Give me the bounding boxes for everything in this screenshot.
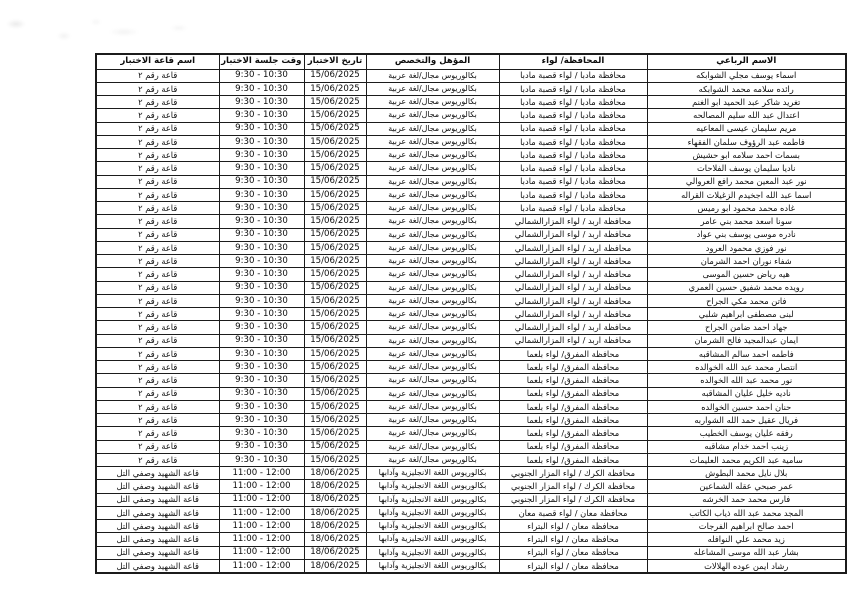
cell-full-name: ايمان عبدالمجيد فالح الشرمان (647, 334, 846, 347)
cell-governorate-district: محافظة اربد / لواء المزارالشمالي (499, 321, 647, 334)
cell-governorate-district: محافظة مادبا / لواء قصبة مادبا (499, 202, 647, 215)
cell-exam-hall-name: قاعة رقم ٢ (96, 175, 219, 188)
cell-full-name: ناديه خليل عليان المشاقبه (647, 387, 846, 400)
table-row (96, 493, 846, 506)
cell-exam-session-time: 11:00 - 12:00 (219, 520, 304, 533)
cell-exam-hall-name: قاعة رقم ٢ (96, 82, 219, 95)
cell-full-name: نادره موسى يوسف بني عواد (647, 228, 846, 241)
cell-exam-session-time: 11:00 - 12:00 (219, 546, 304, 559)
cell-exam-session-time: 11:00 - 12:00 (219, 467, 304, 480)
cell-governorate-district: محافظة المفرق/ لواء بلعما (499, 387, 647, 400)
cell-exam-hall-name: قاعة الشهيد وصفي التل (96, 520, 219, 533)
cell-exam-date: 15/06/2025 (304, 361, 366, 374)
cell-exam-hall-name: قاعة رقم ٢ (96, 440, 219, 453)
cell-qualification-specialty: بكالوريوس مجال/لغة عربية (366, 294, 499, 307)
cell-exam-session-time: 9:30 - 10:30 (219, 122, 304, 135)
cell-exam-session-time: 9:30 - 10:30 (219, 175, 304, 188)
table-row (96, 135, 846, 148)
cell-qualification-specialty: بكالوريوس مجال/لغة عربية (366, 122, 499, 135)
cell-governorate-district: محافظة المفرق/ لواء بلعما (499, 427, 647, 440)
cell-governorate-district: محافظة الكرك / لواء المزار الجنوبي (499, 467, 647, 480)
cell-exam-session-time: 9:30 - 10:30 (219, 135, 304, 148)
cell-full-name: انتصار محمد عبد الله الخوالده (647, 361, 846, 374)
cell-governorate-district: محافظة المفرق/ لواء بلعما (499, 347, 647, 360)
cell-exam-date: 15/06/2025 (304, 162, 366, 175)
cell-governorate-district: محافظة اربد / لواء المزارالشمالي (499, 334, 647, 347)
table-row (96, 69, 846, 82)
cell-full-name: اسما عبد الله اجخيدم الزغيلات القراله (647, 188, 846, 201)
cell-exam-hall-name: قاعة رقم ٢ (96, 135, 219, 148)
table-row (96, 175, 846, 188)
cell-qualification-specialty: بكالوريوس اللغة الانجليزية وآدابها (366, 559, 499, 573)
cell-exam-hall-name: قاعة رقم ٢ (96, 149, 219, 162)
cell-qualification-specialty: بكالوريوس اللغة الانجليزية وآدابها (366, 467, 499, 480)
cell-exam-date: 15/06/2025 (304, 135, 366, 148)
cell-exam-date: 15/06/2025 (304, 387, 366, 400)
cell-exam-date: 15/06/2025 (304, 241, 366, 254)
cell-governorate-district: محافظة مادبا / لواء قصبة مادبا (499, 96, 647, 109)
cell-full-name: بشار عبد الله موسى المشاعله (647, 546, 846, 559)
cell-exam-session-time: 9:30 - 10:30 (219, 294, 304, 307)
cell-exam-session-time: 9:30 - 10:30 (219, 96, 304, 109)
cell-exam-date: 15/06/2025 (304, 96, 366, 109)
cell-exam-session-time: 9:30 - 10:30 (219, 162, 304, 175)
table-row (96, 215, 846, 228)
table-row (96, 149, 846, 162)
cell-full-name: نور عبد المعين محمد رافع العروالي (647, 175, 846, 188)
cell-exam-date: 15/06/2025 (304, 321, 366, 334)
cell-full-name: لبنى مصطفى ابراهيم شلبي (647, 308, 846, 321)
cell-full-name: فاطمه احمد سالم المشاقبه (647, 347, 846, 360)
header-full-name: الاسم الرباعي (647, 54, 846, 69)
table-row (96, 546, 846, 559)
header-governorate-district: المحافظة/ لواء (499, 54, 647, 69)
cell-exam-date: 18/06/2025 (304, 480, 366, 493)
cell-qualification-specialty: بكالوريوس مجال/لغة عربية (366, 241, 499, 254)
cell-full-name: رشاد ايمن عوده الهلالات (647, 559, 846, 573)
cell-exam-hall-name: قاعة الشهيد وصفي التل (96, 559, 219, 573)
table-row (96, 440, 846, 453)
cell-exam-session-time: 9:30 - 10:30 (219, 69, 304, 82)
cell-governorate-district: محافظة معان / لواء البتراء (499, 533, 647, 546)
header-exam-session-time: وقت جلسة الاختبار (219, 54, 304, 69)
table-row (96, 533, 846, 546)
cell-exam-hall-name: قاعة رقم ٢ (96, 162, 219, 175)
cell-qualification-specialty: بكالوريوس مجال/لغة عربية (366, 109, 499, 122)
cell-full-name: فاطمه عبد الرؤوف سلمان الفقهاء (647, 135, 846, 148)
cell-exam-session-time: 9:30 - 10:30 (219, 414, 304, 427)
cell-governorate-district: محافظة المفرق/ لواء بلعما (499, 374, 647, 387)
cell-full-name: هيه رياض حسين الموسى (647, 268, 846, 281)
cell-full-name: بلال نايل محمد البطوش (647, 467, 846, 480)
cell-full-name: غاده محمد محمود ابو رميس (647, 202, 846, 215)
cell-governorate-district: محافظة المفرق/ لواء بلعما (499, 453, 647, 466)
table-row (96, 361, 846, 374)
table-row (96, 96, 846, 109)
cell-exam-date: 15/06/2025 (304, 294, 366, 307)
cell-qualification-specialty: بكالوريوس مجال/لغة عربية (366, 400, 499, 413)
cell-exam-session-time: 9:30 - 10:30 (219, 82, 304, 95)
cell-exam-session-time: 9:30 - 10:30 (219, 202, 304, 215)
cell-qualification-specialty: بكالوريوس اللغة الانجليزية وآدابها (366, 546, 499, 559)
table-row (96, 294, 846, 307)
cell-exam-hall-name: قاعة رقم ٢ (96, 347, 219, 360)
cell-exam-session-time: 11:00 - 12:00 (219, 493, 304, 506)
cell-exam-session-time: 9:30 - 10:30 (219, 453, 304, 466)
cell-exam-date: 18/06/2025 (304, 520, 366, 533)
cell-exam-hall-name: قاعة الشهيد وصفي التل (96, 493, 219, 506)
cell-full-name: فارس محمد حمد الخرشه (647, 493, 846, 506)
cell-exam-session-time: 9:30 - 10:30 (219, 347, 304, 360)
header-qualification-specialty: المؤهل والتخصص (366, 54, 499, 69)
cell-full-name: شفاء نوران احمد الشرمان (647, 255, 846, 268)
cell-full-name: نور فوزي محمود العرود (647, 241, 846, 254)
cell-qualification-specialty: بكالوريوس مجال/لغة عربية (366, 427, 499, 440)
cell-exam-session-time: 9:30 - 10:30 (219, 215, 304, 228)
cell-exam-hall-name: قاعة رقم ٢ (96, 215, 219, 228)
cell-exam-hall-name: قاعة رقم ٢ (96, 453, 219, 466)
cell-exam-date: 15/06/2025 (304, 188, 366, 201)
cell-qualification-specialty: بكالوريوس اللغة الانجليزية وآدابها (366, 493, 499, 506)
table-row (96, 255, 846, 268)
cell-exam-date: 15/06/2025 (304, 122, 366, 135)
cell-full-name: نور محمد عبد الله الخوالده (647, 374, 846, 387)
table-body (96, 69, 846, 573)
exam-schedule-table (95, 53, 847, 574)
header-row (96, 54, 846, 69)
table-row (96, 520, 846, 533)
table-row (96, 559, 846, 573)
cell-qualification-specialty: بكالوريوس مجال/لغة عربية (366, 453, 499, 466)
cell-governorate-district: محافظة مادبا / لواء قصبة مادبا (499, 122, 647, 135)
cell-governorate-district: محافظة مادبا / لواء قصبة مادبا (499, 175, 647, 188)
cell-governorate-district: محافظة معان / لواء البتراء (499, 559, 647, 573)
cell-full-name: حنان احمد حسين الخوالده (647, 400, 846, 413)
cell-full-name: مريم سليمان عيسى المعاعيه (647, 122, 846, 135)
cell-exam-session-time: 9:30 - 10:30 (219, 268, 304, 281)
cell-exam-date: 15/06/2025 (304, 427, 366, 440)
cell-exam-date: 15/06/2025 (304, 400, 366, 413)
cell-governorate-district: محافظة الكرك / لواء المزار الجنوبي (499, 480, 647, 493)
cell-governorate-district: محافظة معان / لواء قصبة معان (499, 506, 647, 519)
cell-governorate-district: محافظة الكرك / لواء المزار الجنوبي (499, 493, 647, 506)
cell-exam-session-time: 9:30 - 10:30 (219, 321, 304, 334)
cell-full-name: زينب احمد خدام مشاقبه (647, 440, 846, 453)
cell-exam-date: 15/06/2025 (304, 255, 366, 268)
table-row (96, 467, 846, 480)
table-row (96, 109, 846, 122)
cell-exam-hall-name: قاعة رقم ٢ (96, 228, 219, 241)
cell-exam-hall-name: قاعة رقم ٢ (96, 294, 219, 307)
cell-exam-date: 15/06/2025 (304, 334, 366, 347)
cell-exam-hall-name: قاعة رقم ٢ (96, 109, 219, 122)
cell-exam-date: 15/06/2025 (304, 347, 366, 360)
cell-qualification-specialty: بكالوريوس مجال/لغة عربية (366, 387, 499, 400)
cell-governorate-district: محافظة مادبا / لواء قصبة مادبا (499, 135, 647, 148)
cell-exam-session-time: 11:00 - 12:00 (219, 506, 304, 519)
cell-exam-hall-name: قاعة رقم ٢ (96, 361, 219, 374)
cell-full-name: جهاد احمد ضامن الجراح (647, 321, 846, 334)
cell-exam-date: 18/06/2025 (304, 533, 366, 546)
cell-governorate-district: محافظة اربد / لواء المزارالشمالي (499, 294, 647, 307)
table-row (96, 188, 846, 201)
cell-exam-session-time: 11:00 - 12:00 (219, 559, 304, 573)
cell-full-name: سونا اسعد محمد بني عامر (647, 215, 846, 228)
cell-full-name: اسماء يوسف مجلي الشوابكه (647, 69, 846, 82)
cell-qualification-specialty: بكالوريوس مجال/لغة عربية (366, 321, 499, 334)
cell-exam-session-time: 11:00 - 12:00 (219, 533, 304, 546)
table-row (96, 400, 846, 413)
header-exam-hall-name: اسم قاعة الاختبار (96, 54, 219, 69)
cell-qualification-specialty: بكالوريوس مجال/لغة عربية (366, 440, 499, 453)
table-row (96, 228, 846, 241)
cell-exam-hall-name: قاعة رقم ٢ (96, 202, 219, 215)
cell-governorate-district: محافظة معان / لواء البتراء (499, 520, 647, 533)
cell-governorate-district: محافظة معان / لواء البتراء (499, 546, 647, 559)
cell-exam-hall-name: قاعة الشهيد وصفي التل (96, 480, 219, 493)
cell-exam-hall-name: قاعة الشهيد وصفي التل (96, 467, 219, 480)
cell-exam-date: 15/06/2025 (304, 149, 366, 162)
cell-exam-hall-name: قاعة رقم ٢ (96, 400, 219, 413)
cell-exam-hall-name: قاعة رقم ٢ (96, 374, 219, 387)
cell-exam-hall-name: قاعة الشهيد وصفي التل (96, 546, 219, 559)
cell-qualification-specialty: بكالوريوس اللغة الانجليزية وآدابها (366, 520, 499, 533)
cell-qualification-specialty: بكالوريوس اللغة الانجليزية وآدابها (366, 480, 499, 493)
cell-exam-session-time: 9:30 - 10:30 (219, 440, 304, 453)
table-row (96, 281, 846, 294)
cell-exam-session-time: 9:30 - 10:30 (219, 241, 304, 254)
cell-governorate-district: محافظة اربد / لواء المزارالشمالي (499, 268, 647, 281)
cell-qualification-specialty: بكالوريوس مجال/لغة عربية (366, 374, 499, 387)
cell-governorate-district: محافظة اربد / لواء المزارالشمالي (499, 228, 647, 241)
cell-exam-date: 15/06/2025 (304, 453, 366, 466)
cell-exam-hall-name: قاعة رقم ٢ (96, 69, 219, 82)
table-row (96, 334, 846, 347)
cell-full-name: تغريد شاكر عبد الحميد ابو الغنم (647, 96, 846, 109)
cell-qualification-specialty: بكالوريوس مجال/لغة عربية (366, 347, 499, 360)
cell-full-name: عمر صبحي عقله الشماعين (647, 480, 846, 493)
cell-qualification-specialty: بكالوريوس مجال/لغة عربية (366, 361, 499, 374)
table-row (96, 122, 846, 135)
cell-qualification-specialty: بكالوريوس مجال/لغة عربية (366, 215, 499, 228)
cell-governorate-district: محافظة مادبا / لواء قصبة مادبا (499, 162, 647, 175)
cell-qualification-specialty: بكالوريوس مجال/لغة عربية (366, 308, 499, 321)
table-row (96, 347, 846, 360)
cell-full-name: فريال عقيل حمد الله الشواربه (647, 414, 846, 427)
cell-exam-date: 15/06/2025 (304, 69, 366, 82)
cell-qualification-specialty: بكالوريوس مجال/لغة عربية (366, 149, 499, 162)
cell-exam-session-time: 9:30 - 10:30 (219, 188, 304, 201)
table-row (96, 480, 846, 493)
cell-exam-hall-name: قاعة الشهيد وصفي التل (96, 506, 219, 519)
table-row (96, 162, 846, 175)
cell-exam-hall-name: قاعة رقم ٢ (96, 427, 219, 440)
cell-governorate-district: محافظة مادبا / لواء قصبة مادبا (499, 82, 647, 95)
cell-exam-hall-name: قاعة رقم ٢ (96, 268, 219, 281)
cell-qualification-specialty: بكالوريوس مجال/لغة عربية (366, 334, 499, 347)
cell-exam-session-time: 9:30 - 10:30 (219, 281, 304, 294)
cell-full-name: بسمات احمد سلامه ابو حشيش (647, 149, 846, 162)
cell-exam-hall-name: قاعة رقم ٢ (96, 255, 219, 268)
cell-qualification-specialty: بكالوريوس مجال/لغة عربية (366, 228, 499, 241)
table-row (96, 202, 846, 215)
cell-exam-date: 15/06/2025 (304, 228, 366, 241)
cell-full-name: المجد محمد عبد الله ذياب الكاتب (647, 506, 846, 519)
table-row (96, 414, 846, 427)
cell-exam-date: 15/06/2025 (304, 175, 366, 188)
cell-exam-date: 15/06/2025 (304, 109, 366, 122)
cell-qualification-specialty: بكالوريوس اللغة الانجليزية وآدابها (366, 533, 499, 546)
cell-full-name: رائده سلامه محمد الشوابكه (647, 82, 846, 95)
cell-full-name: فاتن محمد مكي الجراح (647, 294, 846, 307)
cell-qualification-specialty: بكالوريوس مجال/لغة عربية (366, 162, 499, 175)
cell-qualification-specialty: بكالوريوس مجال/لغة عربية (366, 175, 499, 188)
cell-exam-date: 18/06/2025 (304, 493, 366, 506)
cell-exam-session-time: 9:30 - 10:30 (219, 255, 304, 268)
cell-exam-hall-name: قاعة رقم ٢ (96, 387, 219, 400)
cell-governorate-district: محافظة اربد / لواء المزارالشمالي (499, 241, 647, 254)
cell-qualification-specialty: بكالوريوس مجال/لغة عربية (366, 69, 499, 82)
cell-exam-date: 15/06/2025 (304, 82, 366, 95)
cell-exam-hall-name: قاعة الشهيد وصفي التل (96, 533, 219, 546)
cell-exam-hall-name: قاعة رقم ٢ (96, 321, 219, 334)
table-row (96, 387, 846, 400)
cell-exam-hall-name: قاعة رقم ٢ (96, 414, 219, 427)
cell-exam-date: 15/06/2025 (304, 215, 366, 228)
cell-exam-date: 18/06/2025 (304, 506, 366, 519)
table-row (96, 241, 846, 254)
cell-exam-hall-name: قاعة رقم ٢ (96, 334, 219, 347)
cell-exam-session-time: 9:30 - 10:30 (219, 427, 304, 440)
cell-governorate-district: محافظة المفرق/ لواء بلعما (499, 361, 647, 374)
cell-full-name: اعتدال عبد الله سليم المصالحه (647, 109, 846, 122)
cell-exam-session-time: 11:00 - 12:00 (219, 480, 304, 493)
cell-exam-date: 18/06/2025 (304, 559, 366, 573)
table-row (96, 82, 846, 95)
cell-exam-date: 15/06/2025 (304, 202, 366, 215)
cell-exam-date: 15/06/2025 (304, 374, 366, 387)
cell-full-name: رفقه عليان يوسف الخطيب (647, 427, 846, 440)
cell-full-name: زيد محمد علي النوافله (647, 533, 846, 546)
cell-qualification-specialty: بكالوريوس مجال/لغة عربية (366, 414, 499, 427)
cell-qualification-specialty: بكالوريوس مجال/لغة عربية (366, 281, 499, 294)
cell-governorate-district: محافظة اربد / لواء المزارالشمالي (499, 215, 647, 228)
cell-governorate-district: محافظة مادبا / لواء قصبة مادبا (499, 109, 647, 122)
cell-qualification-specialty: بكالوريوس مجال/لغة عربية (366, 188, 499, 201)
table-row (96, 321, 846, 334)
cell-full-name: ناديا سليمان يوسف الفلاحات (647, 162, 846, 175)
cell-governorate-district: محافظة اربد / لواء المزارالشمالي (499, 281, 647, 294)
cell-qualification-specialty: بكالوريوس مجال/لغة عربية (366, 96, 499, 109)
cell-qualification-specialty: بكالوريوس مجال/لغة عربية (366, 135, 499, 148)
cell-exam-date: 15/06/2025 (304, 440, 366, 453)
cell-governorate-district: محافظة اربد / لواء المزارالشمالي (499, 255, 647, 268)
table-row (96, 427, 846, 440)
cell-exam-session-time: 9:30 - 10:30 (219, 149, 304, 162)
cell-qualification-specialty: بكالوريوس اللغة الانجليزية وآدابها (366, 506, 499, 519)
cell-full-name: احمد صالح ابراهيم الفرجات (647, 520, 846, 533)
cell-governorate-district: محافظة مادبا / لواء قصبة مادبا (499, 149, 647, 162)
cell-exam-date: 15/06/2025 (304, 414, 366, 427)
cell-governorate-district: محافظة مادبا / لواء قصبة مادبا (499, 69, 647, 82)
cell-exam-hall-name: قاعة رقم ٢ (96, 122, 219, 135)
cell-exam-session-time: 9:30 - 10:30 (219, 334, 304, 347)
cell-exam-session-time: 9:30 - 10:30 (219, 374, 304, 387)
table-row (96, 374, 846, 387)
cell-exam-hall-name: قاعة رقم ٢ (96, 308, 219, 321)
cell-qualification-specialty: بكالوريوس مجال/لغة عربية (366, 82, 499, 95)
cell-exam-hall-name: قاعة رقم ٢ (96, 188, 219, 201)
table-row (96, 453, 846, 466)
cell-exam-session-time: 9:30 - 10:30 (219, 228, 304, 241)
cell-full-name: رويده محمد شفيق حسين العمري (647, 281, 846, 294)
table-row (96, 506, 846, 519)
cell-qualification-specialty: بكالوريوس مجال/لغة عربية (366, 268, 499, 281)
cell-exam-date: 18/06/2025 (304, 546, 366, 559)
table-row (96, 268, 846, 281)
table-row (96, 308, 846, 321)
cell-exam-date: 15/06/2025 (304, 281, 366, 294)
cell-governorate-district: محافظة مادبا / لواء قصبة مادبا (499, 188, 647, 201)
cell-qualification-specialty: بكالوريوس مجال/لغة عربية (366, 202, 499, 215)
header-exam-date: تاريخ الاختبار (304, 54, 366, 69)
cell-exam-date: 15/06/2025 (304, 308, 366, 321)
cell-exam-session-time: 9:30 - 10:30 (219, 308, 304, 321)
cell-exam-date: 18/06/2025 (304, 467, 366, 480)
cell-exam-date: 15/06/2025 (304, 268, 366, 281)
cell-governorate-district: محافظة المفرق/ لواء بلعما (499, 400, 647, 413)
cell-full-name: سامية عبد الكريم محمد العليمات (647, 453, 846, 466)
cell-exam-session-time: 9:30 - 10:30 (219, 400, 304, 413)
cell-exam-session-time: 9:30 - 10:30 (219, 387, 304, 400)
cell-governorate-district: محافظة المفرق/ لواء بلعما (499, 414, 647, 427)
cell-exam-hall-name: قاعة رقم ٢ (96, 96, 219, 109)
cell-exam-session-time: 9:30 - 10:30 (219, 361, 304, 374)
cell-exam-hall-name: قاعة رقم ٢ (96, 241, 219, 254)
scan-smudge-artifact (4, 12, 214, 46)
cell-governorate-district: محافظة اربد / لواء المزارالشمالي (499, 308, 647, 321)
cell-qualification-specialty: بكالوريوس مجال/لغة عربية (366, 255, 499, 268)
cell-governorate-district: محافظة المفرق/ لواء بلعما (499, 440, 647, 453)
cell-exam-hall-name: قاعة رقم ٢ (96, 281, 219, 294)
cell-exam-session-time: 9:30 - 10:30 (219, 109, 304, 122)
